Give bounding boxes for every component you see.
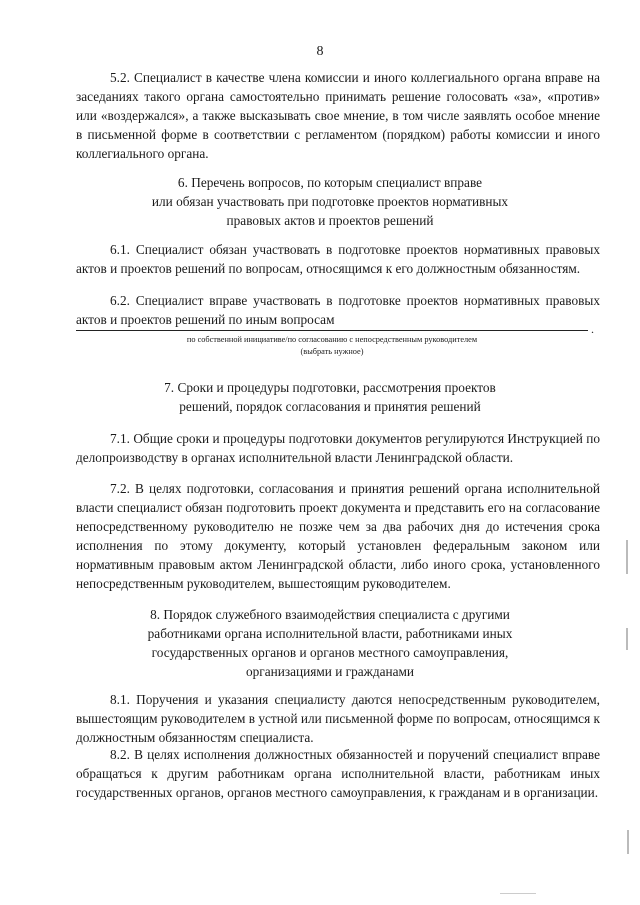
section-7-heading-line-2: решений, порядок согласования и принятия решений	[179, 399, 481, 414]
blank-fill-dot: .	[591, 322, 594, 336]
fill-hint	[76, 334, 588, 358]
section-7-heading-line-1: 7. Сроки и процедуры подготовки, рассмотрения проектов	[164, 380, 496, 395]
paragraph-7-2: 7.2. В целях подготовки, согласования и принятия решений органа исполнительной власти специалист обязан подготовить проект документа и представить его на согласование непосредственному руководителю не позже чем за два рабочих дня до истечения срока исполнения по этому документу, который установлен федеральным законом или нормативным правовым актом Ленинградской области, либо иного срока, установленного непосредственным руководителем, вышестоящим руководителем.	[76, 481, 600, 591]
paragraph-6-2: 6.2. Специалист вправе участвовать в подготовке проектов нормативных правовых актов и проектов решений по иным вопросам	[76, 293, 600, 327]
section-8-heading-line-3: государственных органов и органов местного самоуправления,	[151, 645, 509, 660]
page-number: 8	[316, 44, 324, 59]
section-6-heading	[60, 173, 600, 230]
scan-smudge	[627, 830, 629, 854]
section-7-heading	[60, 378, 600, 416]
paragraph-8-2: 8.2. В целях исполнения должностных обязанностей и поручений специалист вправе обращаться к другим работникам органа исполнительной власти, работникам иных государственных органов, органов местного самоуправления, к гражданам и в организации.	[76, 747, 600, 800]
section-8-heading-line-2: работниками органа исполнительной власти, работниками иных	[147, 626, 513, 641]
section-6-heading-line-2: или обязан участвовать при подготовке проектов нормативных	[151, 194, 509, 209]
scan-smudge	[500, 893, 536, 894]
paragraph-8-1: 8.1. Поручения и указания специалисту даются непосредственным руководителем, вышестоящим руководителем в устной или письменной форме по вопросам, относящимся к должностным обязанностям специалиста.	[76, 692, 600, 745]
paragraph-6-1: 6.1. Специалист обязан участвовать в подготовке проектов нормативных правовых актов и проектов решений по вопросам, относящимся к его должностным обязанностям.	[76, 242, 600, 276]
blank-fill-line	[76, 330, 588, 331]
section-6-heading-line-3: правовых актов и проектов решений	[226, 213, 434, 228]
paragraph-5-2: 5.2. Специалист в качестве члена комиссии и иного коллегиального органа вправе на заседаниях такого органа самостоятельно принимать решение голосовать «за», «против» или «воздержался», а также высказывать свое мнение, в том числе заявлять особое мнение в письменной форме в соответствии с регламентом (порядком) работы комиссии и иного коллегиального органа.	[76, 70, 600, 161]
section-8-heading-line-1: 8. Порядок служебного взаимодействия специалиста с другими	[150, 607, 510, 622]
section-8-heading	[60, 605, 600, 681]
fill-hint-line-1: по собственной инициативе/по согласованию с непосредственным руководителем	[186, 335, 478, 344]
section-8-heading-line-4: организациями и гражданами	[245, 664, 415, 679]
scan-smudge	[626, 628, 628, 650]
paragraph-7-1: 7.1. Общие сроки и процедуры подготовки документов регулируются Инструкцией по делопроизводству в органах исполнительной власти Ленинградской области.	[76, 431, 600, 465]
fill-hint-line-2: (выбрать нужное)	[300, 347, 364, 356]
scan-smudge	[626, 540, 628, 574]
section-6-heading-line-1: 6. Перечень вопросов, по которым специалист вправе	[177, 175, 483, 190]
